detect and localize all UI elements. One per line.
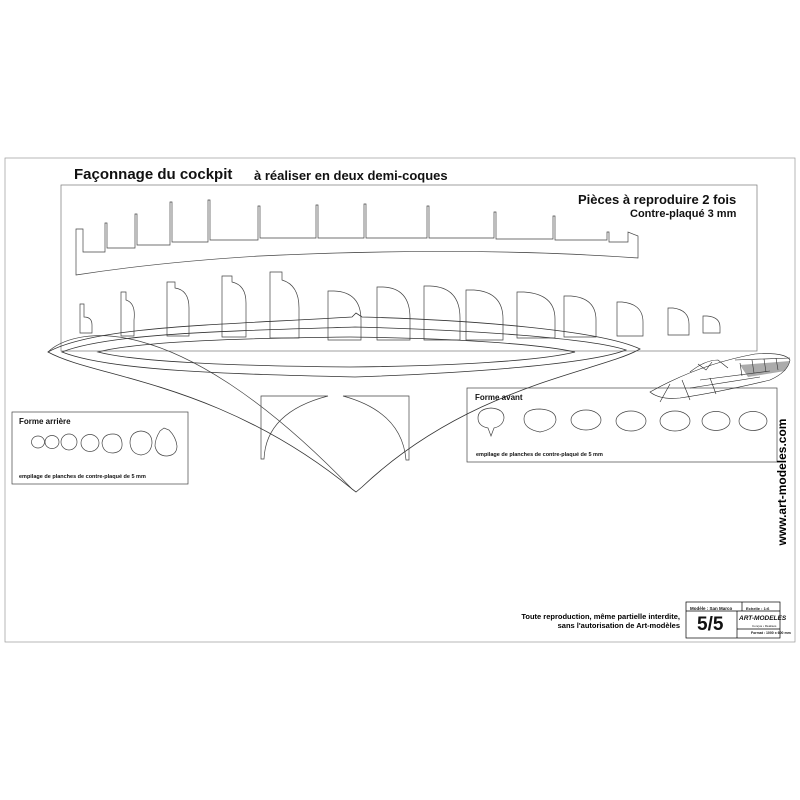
forme-arriere-note: empilage de planches de contre-plaqué de 5 mm (19, 474, 146, 480)
aircraft-thumbnail (650, 354, 790, 402)
forme-avant-note: empilage de planches de contre-plaqué de 5 mm (476, 452, 603, 458)
hull-outer-line (48, 349, 385, 492)
hull-contour (48, 349, 352, 489)
hull-main (48, 349, 640, 492)
hull-outer-boundary (48, 321, 358, 489)
hull-inner-loop (98, 337, 575, 367)
copyright-line-2: sans l'autorisation de Art-modèles (557, 621, 680, 630)
headrest-sides (261, 396, 409, 460)
hull-ring-outer (48, 316, 362, 493)
website-url: www.art-modeles.com (775, 418, 789, 546)
hull-outer (48, 338, 640, 493)
cockpit-strip (76, 200, 638, 275)
brand-logo: ART-MODELES (739, 615, 787, 622)
copyright-notice (496, 612, 680, 630)
hull-outer-ring (48, 349, 352, 491)
hull-outer-ring (48, 323, 352, 489)
page-title: Façonnage du cockpit (74, 166, 233, 183)
format-label: Format : 1000 x 600 mm (751, 631, 791, 635)
material-note: Contre-plaqué 3 mm (630, 208, 737, 220)
pieces-note: Pièces à reproduire 2 fois (578, 192, 737, 207)
hull-outer-line-2 (48, 320, 358, 489)
scale-label: Echelle : 1:6 (746, 606, 770, 611)
forme-arriere-sections (32, 428, 178, 456)
hull-middle-loop (62, 327, 626, 377)
cockpit-formers (80, 272, 720, 340)
model-label: Modèle : San Marco (690, 606, 733, 611)
hull-outer-final (48, 321, 470, 490)
copyright-line-1: Toute reproduction, même partielle interdite, (521, 612, 680, 621)
hull-outer-profile (48, 319, 358, 489)
forme-avant-title: Forme avant (475, 393, 523, 402)
forme-arriere-title: Forme arrière (19, 417, 71, 426)
hull-loop (48, 348, 640, 492)
page-subtitle: à réaliser en deux demi-coques (254, 168, 448, 183)
aircraft-shading (740, 361, 790, 377)
hull-outer-shape (48, 348, 640, 493)
forme-avant-sections (478, 408, 767, 436)
brand-tagline: Conçus • Réalisés (752, 624, 777, 628)
page-number: 5/5 (697, 614, 724, 635)
sheet-border (5, 158, 795, 642)
